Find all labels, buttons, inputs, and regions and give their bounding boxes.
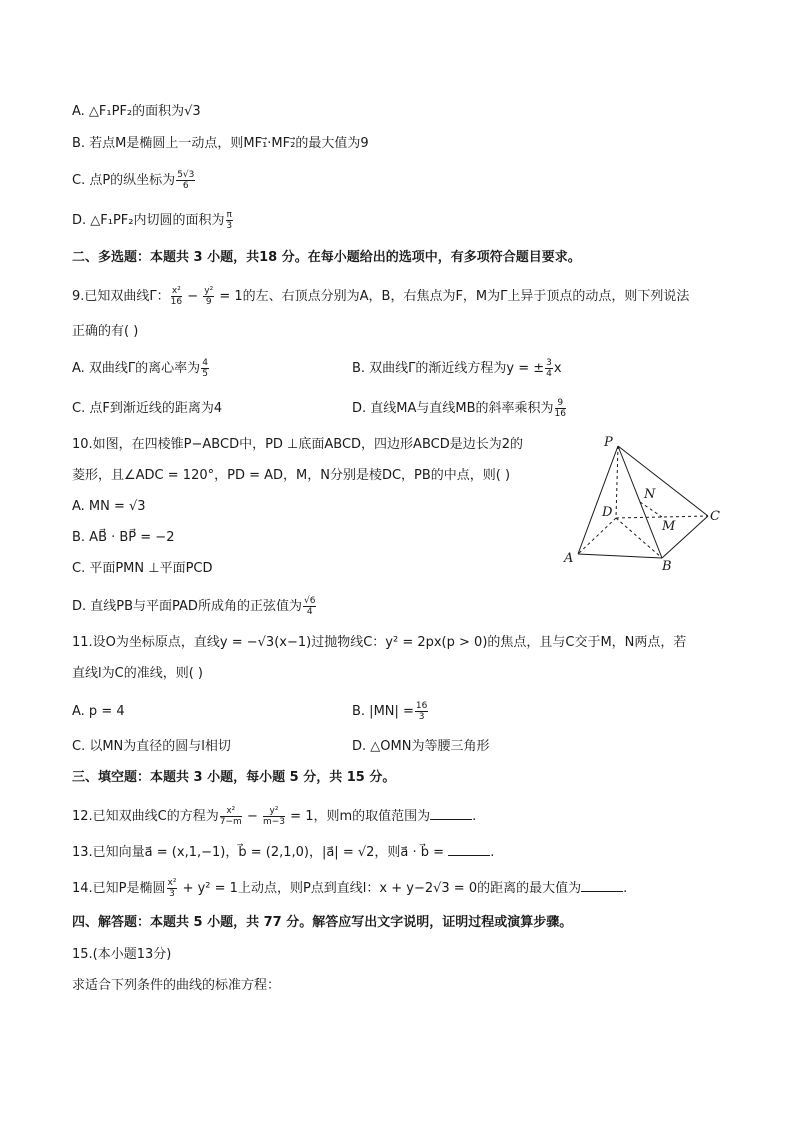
- q11-option-a: A. p = 4: [72, 704, 125, 719]
- q9-option-c: C. 点F到渐近线的距离为4: [72, 401, 223, 416]
- q11-option-b: B. |MN| = $\frac{16}{3}$: [352, 701, 428, 722]
- q10-option-a: A. MN = √3: [72, 499, 146, 514]
- answer-blank: [581, 879, 623, 892]
- point-label-n: N: [644, 487, 656, 502]
- answer-blank: [430, 807, 472, 820]
- vertex-label-a: A: [564, 551, 574, 566]
- q9-option-b: B. 双曲线Γ的渐近线方程为y = ± $\frac{3}{4}$ x: [352, 358, 562, 379]
- q9-option-d: D. 直线MA与直线MB的斜率乘积为 $\frac{9}{16}$: [352, 398, 566, 419]
- q10-stem-line2: 菱形，且∠ADC = 120°，PD = AD，M，N分别是棱DC，PB的中点，则( ): [72, 468, 511, 483]
- vertex-label-p: P: [604, 435, 613, 450]
- q8-option-a: A. △F₁PF₂的面积为√3: [72, 104, 201, 119]
- edge-pa: [578, 446, 618, 554]
- section-heading-fill-in: 三、填空题：本题共 3 小题，每小题 5 分，共 15 分。: [72, 770, 396, 785]
- vertex-label-c: C: [710, 509, 720, 524]
- point-label-m: M: [662, 519, 676, 534]
- q8-option-c: C. 点P的纵坐标为 $\frac{5√3}{6}$: [72, 170, 195, 191]
- answer-blank: [448, 843, 490, 856]
- edge-da: [578, 518, 616, 554]
- q12-question: 12.已知双曲线C的方程为 $\frac{\text{x²}}{7-m}$ − $\frac{\text{y²}}{m-3}$ = 1，则m的取值范围为 .: [72, 806, 477, 827]
- q9-stem: 9.已知双曲线Γ： $\frac{\text{x²}}{16}$ − $\frac{\text{y²}}{9}$ = 1的左、右顶点分别为A，B，右焦点为F，M为Γ上异于顶点的动点，则下列说法: [72, 286, 690, 307]
- q15-text: 求适合下列条件的曲线的标准方程：: [72, 978, 281, 993]
- q13-question: 13.已知向量a⃗ = (x,1,−1)，b⃗ = (2,1,0)，|a⃗| = √2，则a⃗ · b⃗ = .: [72, 845, 495, 860]
- q10-option-c: C. 平面PMN ⊥平面PCD: [72, 561, 213, 576]
- section-heading-multiple-choice: 二、多选题：本题共 3 小题，共18 分。在每小题给出的选项中，有多项符合题目要求。: [72, 250, 581, 265]
- q10-stem-line1: 10.如图，在四棱锥P−ABCD中，PD ⊥底面ABCD，四边形ABCD是边长为2的: [72, 437, 523, 452]
- pyramid-figure: [558, 432, 734, 574]
- q10-option-d: D. 直线PB与平面PAD所成角的正弦值为 $\frac{√6}{4}$: [72, 596, 316, 617]
- q14-question: 14.已知P是椭圆 $\frac{\text{x²}}{3}$ + y² = 1上动点，则P点到直线l：x + y−2√3 = 0的距离的最大值为 .: [72, 878, 628, 899]
- edge-pd: [616, 446, 618, 518]
- vertex-label-d: D: [602, 505, 613, 520]
- q8-option-b: B. 若点M是椭圆上一动点，则MF₁⃗·MF₂⃗的最大值为9: [72, 136, 369, 151]
- q11-option-c: C. 以MN为直径的圆与l相切: [72, 739, 231, 754]
- q9-stem-line2: 正确的有( ): [72, 324, 139, 339]
- edge-ab: [578, 554, 662, 558]
- q11-stem-line2: 直线l为C的准线，则( ): [72, 666, 203, 681]
- q15-title: 15.(本小题13分): [72, 947, 172, 962]
- fraction: $\frac{\pi}{3}$: [226, 210, 233, 231]
- q9-option-a: A. 双曲线Γ的离心率为 $\frac{4}{5}$: [72, 358, 208, 379]
- q11-option-d: D. △OMN为等腰三角形: [352, 739, 490, 754]
- q8-option-d: D. △F₁PF₂内切圆的面积为 $\frac{\pi}{3}$: [72, 210, 233, 231]
- q10-option-b: B. AB⃗ · BP⃗ = −2: [72, 530, 175, 545]
- q11-stem-line1: 11.设O为坐标原点，直线y = −√3(x−1)过抛物线C：y² = 2px(p > 0)的焦点，且与C交于M，N两点，若: [72, 635, 687, 650]
- section-heading-solutions: 四、解答题：本题共 5 小题，共 77 分。解答应写出文字说明，证明过程或演算步骤。: [72, 915, 573, 930]
- vertex-label-b: B: [662, 559, 672, 574]
- diagonal-db: [616, 518, 662, 558]
- fraction: $\frac{5√3}{6}$: [177, 170, 195, 191]
